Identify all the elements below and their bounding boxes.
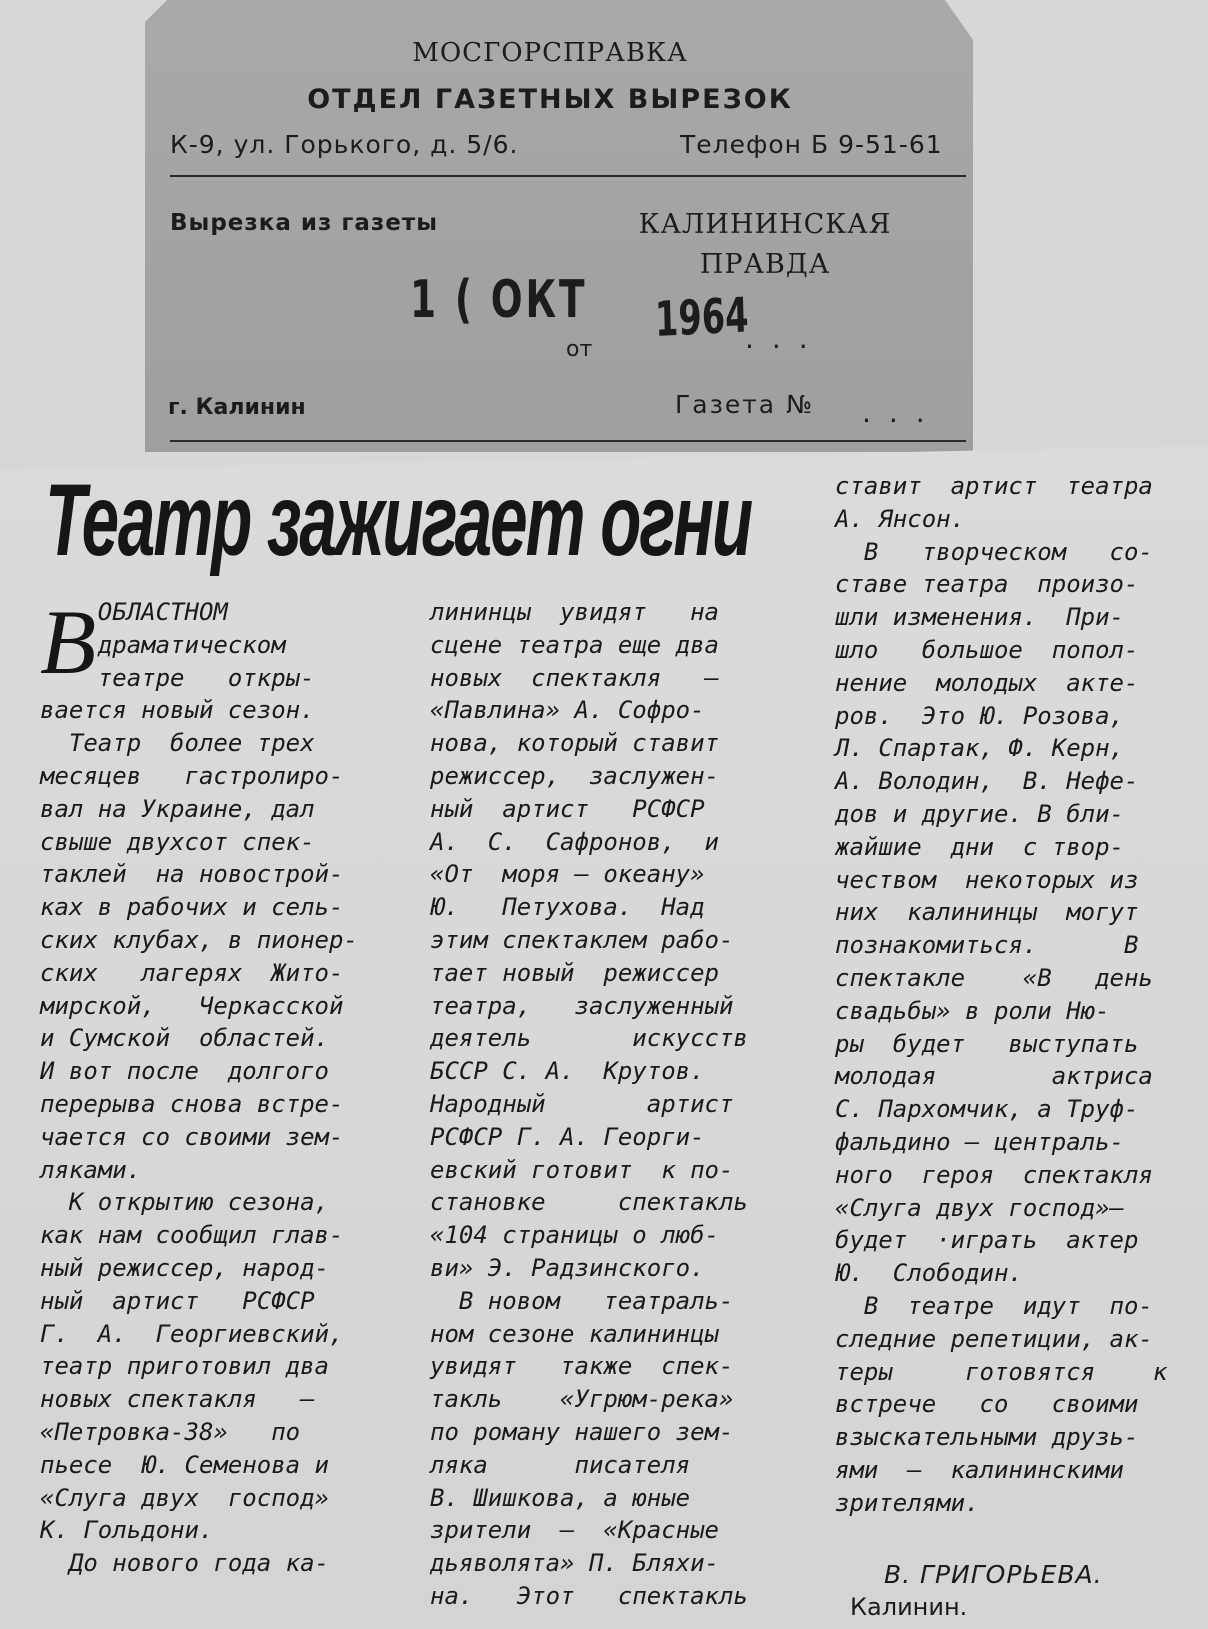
bureau-phone: Телефон Б 9-51-61 — [680, 130, 943, 159]
bureau-name: МОСГОРСПРАВКА — [412, 38, 688, 68]
article-column-3: ставит артист театра А. Янсон. В творческом со- ставе театра произо- шли изменения. При- шло большое попол- нение молодых акте- ров. Это Ю. Розова, Л. Спартак, Ф. Керн, А. Володин, В. Нефе- дов и другие. В бли- жайшие дни с твор- чеством некоторых из них калининцы могут познакомиться. В спектакле «В день свадьбы» в роли Ню- ры будет выступать молодая актриса С. Пархомчик, а Труф- фальдино — централь- ного героя спектакля «Слуга двух господ»— будет ·играть актер Ю. Слободин. В театре идут по- следние репетиции, ак- теры готовятся к встрече со своими взыскательными друзь- ями — калининскими зрителями. — [835, 472, 1168, 1517]
author-byline: В. ГРИГОРЬЕВА. — [884, 1560, 1103, 1589]
article-column-1: ОБЛАСТНОМ драматическом театре откры- вается новый сезон. Театр более трех месяцев гастролиро- вал на Украине, дал свыше двухсот спек- таклей на новострой- ках в рабочих и сель- ских клубах, в пионер- ских лагерях Жито- мирской, Черкасской и Сумской областей. И вот после долгого перерыва снова встре- чается со своими зем- ляками. К открытию сезона, как нам сообщил глав- ный режиссер, народ- ный артист РСФСР Г. А. Георгиевский, театр приготовил два новых спектакля — «Петровка-38» по пьесе Ю. Семенова и «Слуга двух господ» К. Гольдони. До нового года ка- — [40, 598, 358, 1578]
article-column-2: лининцы увидят на сцене театра еще два новых спектакля — «Павлина» А. Софро- нова, который ставит режиссер, заслужен- ный артист РСФСР А. С. Сафронов, и «От моря — океану» Ю. Петухова. Над этим спектаклем рабо- тает новый режиссер театра, заслуженный деятель искусств БССР С. А. Крутов. Народный артист РСФСР Г. А. Георги- евский готовит к по- становке спектакль «104 страницы о люб- ви» Э. Радзинского. В новом театраль- ном сезоне калининцы увидят также спек- такль «Угрюм-река» по роману нашего зем- ляка писателя В. Шишкова, а юные зрители — «Красные дьяволята» П. Бляхи- на. Этот спектакль — [430, 598, 748, 1610]
label-divider-top — [170, 175, 966, 177]
from-label: от — [566, 337, 593, 362]
newspaper-number-label: Газета № — [675, 390, 815, 419]
year-stamp: 1964 — [654, 287, 750, 348]
article-headline: Театр зажигает огни — [45, 463, 752, 577]
cutting-from-label: Вырезка из газеты — [170, 210, 439, 236]
drop-cap: В — [40, 591, 97, 693]
date-dots: ... — [745, 322, 826, 355]
city-label: г. Калинин — [168, 395, 306, 420]
bureau-address: К-9, ул. Горького, д. 5/6. — [170, 130, 519, 159]
article-dateline: Калинин. — [850, 1593, 968, 1621]
label-divider-bottom — [170, 440, 966, 442]
date-stamp: 1 ( ОКТ — [410, 270, 588, 330]
department-name: ОТДЕЛ ГАЗЕТНЫХ ВЫРЕЗОК — [307, 84, 793, 115]
newspaper-name: КАЛИНИНСКАЯ ПРАВДА — [638, 209, 892, 280]
number-dots: ... — [862, 396, 943, 429]
